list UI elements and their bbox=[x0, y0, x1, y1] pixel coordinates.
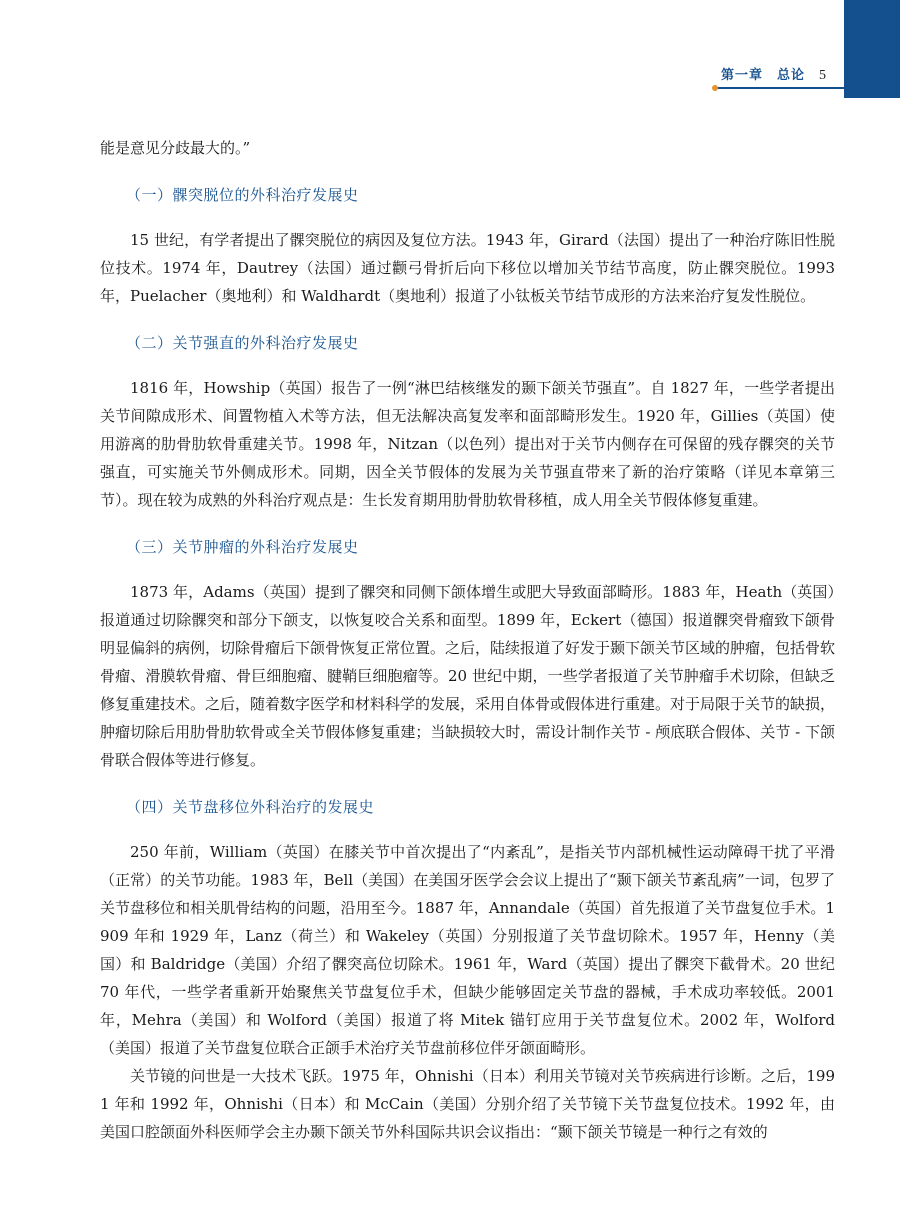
chapter-tab-marker bbox=[844, 0, 900, 98]
section-heading: （三）关节肿瘤的外科治疗发展史 bbox=[126, 538, 359, 556]
section-heading: （四）关节盘移位外科治疗的发展史 bbox=[126, 798, 375, 816]
page-body bbox=[100, 134, 835, 1146]
page-number: 5 bbox=[819, 68, 826, 83]
header-rule bbox=[715, 87, 844, 89]
body-paragraph: 250 年前，William（英国）在膝关节中首次提出了“内紊乱”，是指关节内部机械性运动障碍干扰了平滑（正常）的关节功能。1983 年，Bell（美国）在美国牙医学会会议上提出了“颞下颌关节紊乱病”一词，包罗了关节盘移位和相关肌骨结构的问题，沿用至今。1887 年，Annandale（英国）首先报道了关节盘复位手术。1909 年和 1929 年，Lanz（荷兰）和 Wakeley（英国）分别报道了关节盘切除术。1957 年，Henny（美国）和 Baldridge（美国）介绍了髁突高位切除术。1961 年，Ward（英国）提出了髁突下截骨术。20 世纪 70 年代，一些学者重新开始聚焦关节盘复位手术，但缺少能够固定关节盘的器械，手术成功率较低。2001 年，Mehra（美国）和 Wolford（美国）报道了将 Mitek 锚钉应用于关节盘复位术。2002 年，Wolford（美国）报道了关节盘复位联合正颌手术治疗关节盘前移位伴牙颌面畸形。 bbox=[100, 843, 835, 1057]
section-heading: （二）关节强直的外科治疗发展史 bbox=[126, 334, 359, 352]
body-paragraph: 1816 年，Howship（英国）报告了一例“淋巴结核继发的颞下颌关节强直”。自 1827 年，一些学者提出关节间隙成形术、间置物植入术等方法，但无法解决高复发率和面部畸形发生。1920 年，Gillies（英国）使用游离的肋骨肋软骨重建关节。1998 年，Nitzan（以色列）提出对于关节内侧存在可保留的残存髁突的关节强直，可实施关节外侧成形术。同期，因全关节假体的发展为关节强直带来了新的治疗策略（详见本章第三节）。现在较为成熟的外科治疗观点是：生长发育期用肋骨肋软骨移植，成人用全关节假体修复重建。 bbox=[100, 379, 835, 509]
opening-text: 能是意见分歧最大的。” bbox=[100, 139, 251, 157]
running-header bbox=[721, 64, 826, 84]
body-paragraph: 15 世纪，有学者提出了髁突脱位的病因及复位方法。1943 年，Girard（法国）提出了一种治疗陈旧性脱位技术。1974 年，Dautrey（法国）通过颧弓骨折后向下移位以增加关节结节高度，防止髁突脱位。1993 年，Puelacher（奥地利）和 Waldhardt（奥地利）报道了小钛板关节结节成形的方法来治疗复发性脱位。 bbox=[100, 231, 835, 305]
body-paragraph: 关节镜的问世是一大技术飞跃。1975 年，Ohnishi（日本）利用关节镜对关节疾病进行诊断。之后，1991 年和 1992 年，Ohnishi（日本）和 McCain（美国）分别介绍了关节镜下关节盘复位技术。1992 年，由美国口腔颌面外科医师学会主办颞下颌关节外科国际共识会议指出：“颞下颌关节镜是一种行之有效的 bbox=[100, 1067, 835, 1141]
section-heading: （一）髁突脱位的外科治疗发展史 bbox=[126, 186, 359, 204]
chapter-title: 第一章 总论 bbox=[720, 68, 805, 83]
body-paragraph: 1873 年，Adams（英国）提到了髁突和同侧下颌体增生或肥大导致面部畸形。1883 年，Heath（英国）报道通过切除髁突和部分下颌支，以恢复咬合关系和面型。1899 年，Eckert（德国）报道髁突骨瘤致下颌骨明显偏斜的病例，切除骨瘤后下颌骨恢复正常位置。之后，陆续报道了好发于颞下颌关节区域的肿瘤，包括骨软骨瘤、滑膜软骨瘤、骨巨细胞瘤、腱鞘巨细胞瘤等。20 世纪中期，一些学者报道了关节肿瘤手术切除，但缺乏修复重建技术。之后，随着数字医学和材料科学的发展，采用自体骨或假体进行重建。对于局限于关节的缺损，肿瘤切除后用肋骨肋软骨或全关节假体修复重建；当缺损较大时，需设计制作关节 - 颅底联合假体、关节 - 下颌骨联合假体等进行修复。 bbox=[100, 583, 836, 769]
header-rule-dot bbox=[712, 85, 718, 91]
